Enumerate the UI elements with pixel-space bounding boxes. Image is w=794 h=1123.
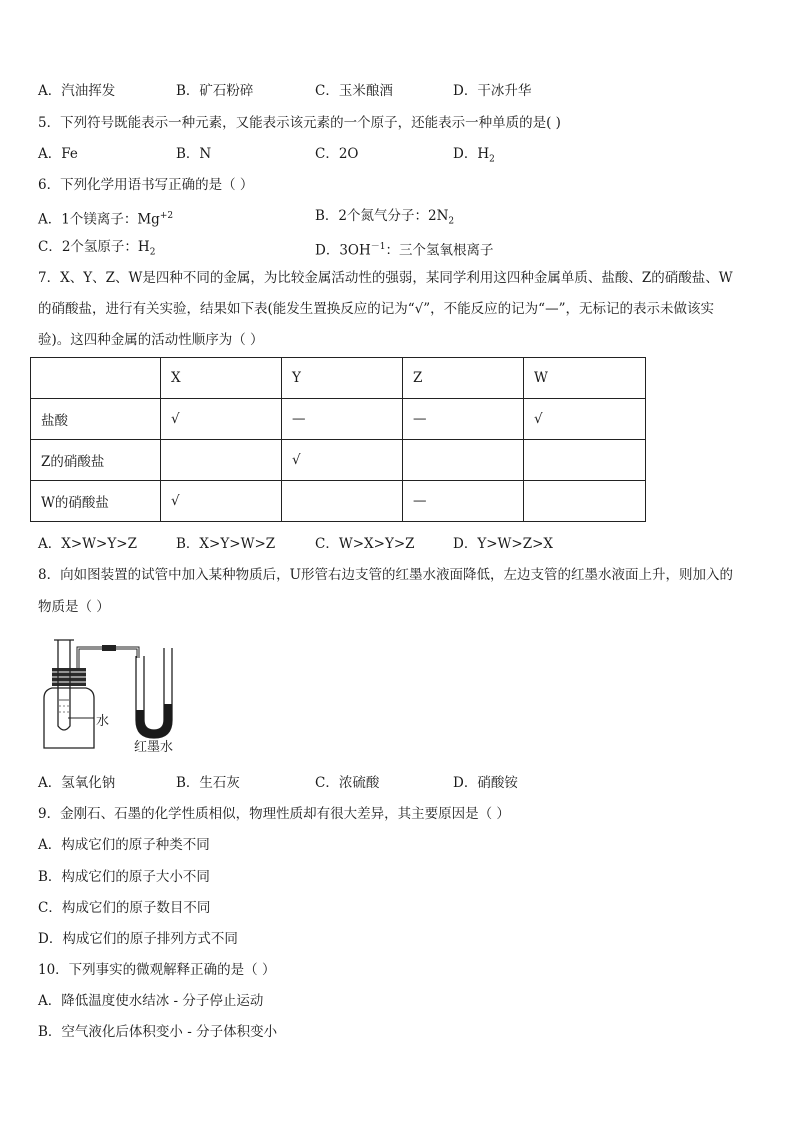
q7-option-c: C．W>X>Y>Z: [315, 536, 415, 552]
table-header-cell: W: [524, 358, 646, 399]
table-cell: [524, 481, 646, 522]
q4-option-d: D．干冰升华: [453, 83, 532, 99]
label-red-ink: 红墨水: [134, 740, 174, 755]
table-cell: [403, 440, 524, 481]
q9-option-a: A．构成它们的原子种类不同: [38, 837, 210, 853]
q8-stem-line2: 物质是（ ）: [38, 599, 110, 615]
table-cell: —: [403, 481, 524, 522]
table-cell: √: [161, 399, 282, 440]
q7-table: [30, 357, 646, 522]
q7-option-d: D．Y>W>Z>X: [453, 536, 554, 552]
table-header-cell: Y: [282, 358, 403, 399]
q4-option-c: C．玉米酿酒: [315, 83, 393, 99]
q6-option-a: A．1个镁离子：$Mg^{+2}$: [38, 211, 174, 228]
table-row-label: 盐酸: [31, 399, 161, 440]
table-row: [31, 440, 646, 481]
q6-option-b: B．2个氮气分子：$2N_2$: [315, 208, 455, 227]
table-row: [31, 399, 646, 440]
q8-option-d: D．硝酸铵: [453, 775, 518, 791]
q8-option-c: C．浓硫酸: [315, 775, 380, 791]
q6-option-c: C．2个氢原子：$H_2$: [38, 239, 156, 258]
q6-stem: 6．下列化学用语书写正确的是（ ）: [38, 177, 254, 193]
q5-option-a: A．Fe: [38, 146, 78, 162]
q4-option-b: B．矿石粉碎: [176, 83, 254, 99]
q8-stem-line1: 8．向如图装置的试管中加入某种物质后，U形管右边支管的红墨水液面降低，左边支管的红墨水液面上升，则加入的: [38, 567, 733, 583]
q5-option-b: B．N: [176, 146, 212, 162]
apparatus-diagram: [38, 638, 198, 758]
q9-stem: 9．金刚石、石墨的化学性质相似，物理性质却有很大差异，其主要原因是（ ）: [38, 806, 510, 822]
q5-option-d: D．$H_2$: [453, 146, 495, 165]
q8-option-a: A．氢氧化钠: [38, 775, 116, 791]
q9-option-d: D．构成它们的原子排列方式不同: [38, 931, 238, 947]
table-cell: √: [282, 440, 403, 481]
q8-option-b: B．生石灰: [176, 775, 240, 791]
table-cell: √: [524, 399, 646, 440]
table-row-label: W的硝酸盐: [31, 481, 161, 522]
table-cell: —: [403, 399, 524, 440]
q5-stem: 5．下列符号既能表示一种元素，又能表示该元素的一个原子，还能表示一种单质的是( ): [38, 115, 561, 131]
table-cell: [161, 440, 282, 481]
table-header-cell: [31, 358, 161, 399]
q6-option-d: D．$3OH^{-1}$：三个氢氧根离子: [315, 242, 494, 259]
table-cell: √: [161, 481, 282, 522]
apparatus-figure: [38, 638, 198, 758]
q4-option-a: A．汽油挥发: [38, 83, 116, 99]
q9-option-c: C．构成它们的原子数目不同: [38, 900, 211, 916]
q9-option-b: B．构成它们的原子大小不同: [38, 869, 210, 885]
table-row-label: Z的硝酸盐: [31, 440, 161, 481]
label-water: 水: [96, 714, 110, 729]
q7-stem-line3: 验)。这四种金属的活动性顺序为（ ）: [38, 332, 264, 348]
q7-option-b: B．X>Y>W>Z: [176, 536, 276, 552]
q10-option-b: B．空气液化后体积变小 - 分子体积变小: [38, 1024, 278, 1040]
table-cell: [282, 481, 403, 522]
q7-stem-line2: 的硝酸盐，进行有关实验，结果如下表(能发生置换反应的记为“√”，不能反应的记为“—”，无标记的表示未做该实: [38, 301, 714, 317]
table-header-row: [31, 358, 646, 399]
q10-option-a: A．降低温度使水结冰 - 分子停止运动: [38, 993, 264, 1009]
table-cell: [524, 440, 646, 481]
table-header-cell: X: [161, 358, 282, 399]
table-header-cell: Z: [403, 358, 524, 399]
q7-stem-line1: 7．X、Y、Z、W是四种不同的金属，为比较金属活动性的强弱，某同学利用这四种金属单质、盐酸、Z的硝酸盐、W: [38, 270, 733, 286]
q7-option-a: A．X>W>Y>Z: [38, 536, 137, 552]
q5-option-c: C．2O: [315, 146, 359, 162]
table-row: [31, 481, 646, 522]
q10-stem: 10．下列事实的微观解释正确的是（ ）: [38, 962, 276, 978]
table-cell: —: [282, 399, 403, 440]
